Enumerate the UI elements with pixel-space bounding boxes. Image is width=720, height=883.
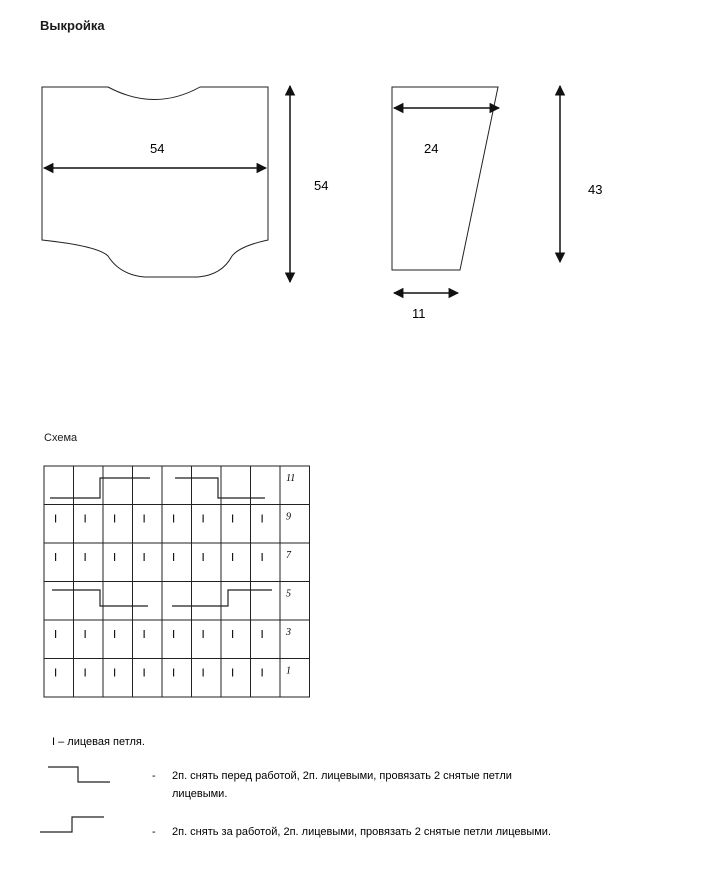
chart-knit-symbols (54, 513, 264, 680)
body-outline (42, 87, 268, 277)
legend-dash-1: - (152, 770, 156, 782)
legend-cable-right-symbol (48, 767, 110, 782)
chart-grid (44, 466, 310, 697)
legend-cable-right-text-2: лицевыми. (172, 788, 228, 800)
chart-row-number: 3 (286, 627, 291, 638)
chart-knit-symbol: I (54, 512, 58, 526)
chart-knit-symbol: I (54, 551, 58, 564)
chart-knit-symbol: I (113, 512, 117, 526)
cable-right-row11-a (50, 478, 150, 498)
legend-cable-left-text: 2п. снять за работой, 2п. лицевыми, провязать 2 снятые петли лицевыми. (172, 826, 552, 838)
chart-knit-symbol: I (260, 628, 264, 641)
chart-knit-symbol: I (54, 666, 58, 680)
body-piece (42, 86, 290, 282)
knitting-chart (44, 466, 310, 697)
chart-knit-symbol: I (201, 551, 205, 564)
chart-row-number: 11 (286, 473, 296, 484)
legend-cable-right-text-1: 2п. снять перед работой, 2п. лицевыми, провязать 2 снятые петли (172, 770, 512, 782)
chart-knit-symbol: I (231, 666, 235, 680)
chart-knit-symbol: I (172, 628, 176, 641)
page-title: Выкройка (40, 18, 105, 33)
chart-knit-symbol: I (142, 551, 146, 564)
chart-cable-marks (50, 478, 272, 606)
legend-cable-left-symbol (40, 817, 104, 832)
chart-knit-symbol: I (231, 551, 235, 564)
chart-knit-symbol: I (54, 628, 58, 641)
chart-knit-symbol: I (83, 512, 87, 526)
chart-knit-symbol: I (201, 666, 205, 680)
chart-knit-symbol: I (201, 628, 205, 641)
legend-dash-2: - (152, 826, 156, 838)
sleeve-bottom-width-label: 11 (412, 306, 426, 321)
chart-row-number: 7 (286, 550, 291, 561)
sleeve-piece (392, 86, 560, 293)
chart-row-number: 9 (286, 511, 291, 523)
chart-title: Схема (44, 432, 78, 444)
legend-knit-text: I – лицевая петля. (52, 736, 145, 748)
sleeve-outline (392, 87, 498, 270)
chart-row-number: 1 (286, 665, 291, 677)
chart-knit-symbol: I (113, 628, 117, 641)
chart-row-number: 5 (286, 588, 291, 600)
chart-knit-symbol: I (83, 666, 87, 680)
chart-knit-symbol: I (260, 551, 264, 564)
chart-knit-symbol: I (172, 666, 176, 680)
chart-row-numbers (285, 473, 295, 677)
chart-knit-symbol: I (142, 512, 146, 526)
cable-left-row5-b (172, 590, 272, 606)
cable-left-row5-a (52, 590, 148, 606)
chart-knit-symbol: I (231, 512, 235, 526)
chart-knit-symbol: I (260, 512, 264, 526)
sleeve-top-width-label: 24 (424, 141, 439, 156)
body-width-label: 54 (150, 141, 165, 156)
chart-knit-symbol: I (83, 628, 87, 641)
sleeve-height-label: 43 (588, 182, 603, 197)
chart-knit-symbol: I (113, 666, 117, 680)
chart-knit-symbol: I (260, 666, 264, 680)
chart-knit-symbol: I (172, 512, 176, 526)
chart-knit-symbol: I (113, 551, 117, 564)
chart-knit-symbol: I (142, 666, 146, 680)
cable-right-row11-b (175, 478, 265, 498)
body-height-label: 54 (314, 178, 329, 193)
chart-knit-symbol: I (231, 628, 235, 641)
chart-knit-symbol: I (83, 551, 87, 564)
chart-knit-symbol: I (142, 628, 146, 641)
chart-knit-symbol: I (201, 512, 205, 526)
chart-knit-symbol: I (172, 551, 176, 564)
